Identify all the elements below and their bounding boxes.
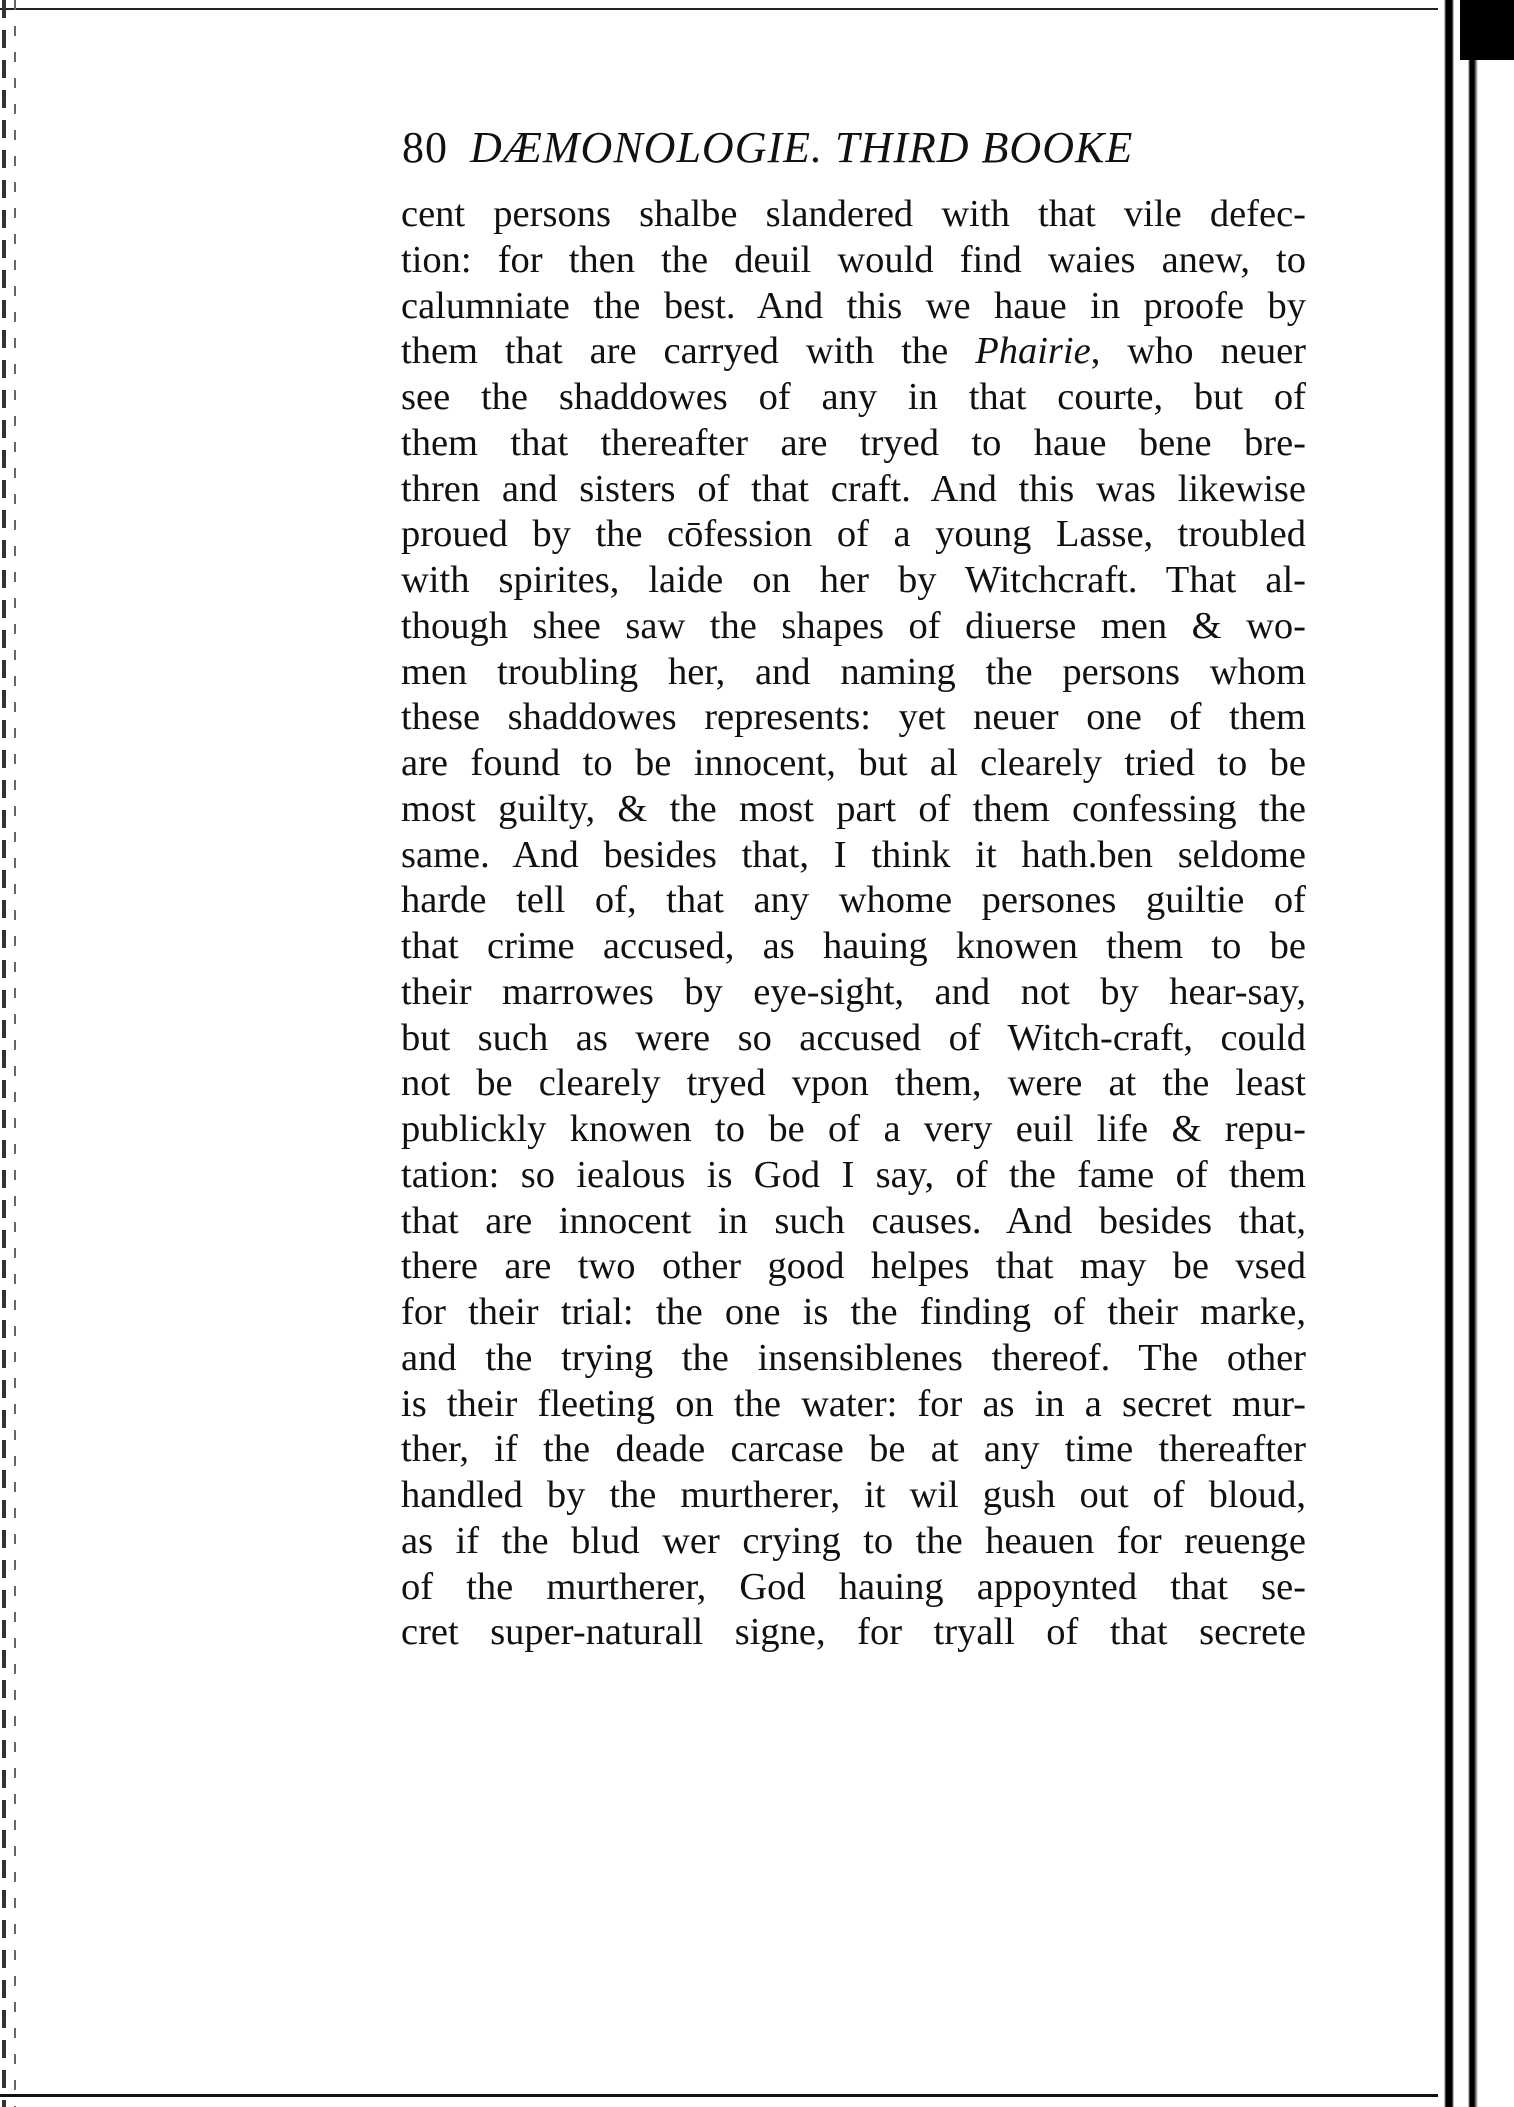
text-line: with spirites, laide on her by Witchcraft. That al- [401, 559, 1306, 601]
scan-left-edge-inner [14, 0, 16, 2107]
scan-left-edge [2, 0, 6, 2107]
text-line: men troubling her, and naming the persons whom [401, 650, 1306, 693]
text-line: same. And besides that, I think it hath.ben seldome [401, 833, 1306, 876]
text-line: proued by the cōfession of a young Lasse, troubled [401, 513, 1306, 556]
body-text [401, 192, 1306, 1656]
text-line: of the murtherer, God hauing appoynted that se- [401, 1565, 1306, 1608]
text-line: is their fleeting on the water: for as in a secret mur- [401, 1382, 1306, 1425]
text-line: that are innocent in such causes. And besides that, [401, 1199, 1306, 1242]
running-header [402, 122, 1302, 182]
text-line: ther, if the deade carcase be at any time thereafter [401, 1428, 1306, 1471]
text-line: for their trial: the one is the finding of their marke, [401, 1291, 1306, 1333]
text-line: publicklу knowen to be of a very euil life & repu- [401, 1108, 1306, 1150]
text-line: them that are carryed with the Phairie, who neuer [401, 330, 1306, 373]
text-line: harde tell of, that any whome persones guiltie of [401, 879, 1306, 922]
text-line: cent persons shalbe slandered with that vile defec- [401, 193, 1306, 235]
text-line: but such as were so accused of Witch-craft, could [401, 1016, 1306, 1059]
scan-bottom-edge [0, 2094, 1470, 2097]
text-line: them that thereafter are tryed to haue bene bre- [401, 421, 1306, 464]
page-number: 80 [402, 123, 448, 172]
text-line: though shee saw the shapes of diuerse men & wo- [401, 604, 1306, 647]
scan-top-edge [0, 8, 1450, 10]
text-line: not be clearely tryed vpon them, were at the least [401, 1062, 1306, 1105]
text-line: and the trying the insensiblenes thereof. The other [401, 1336, 1306, 1379]
text-line: are found to be innocent, but al clearely tried to be [401, 742, 1306, 784]
text-line: handled by the murtherer, it wil gush out of bloud, [401, 1474, 1306, 1516]
text-line: there are two other good helpes that may be vsed [401, 1245, 1306, 1288]
text-line: see the shaddowes of any in that courte, but of [401, 376, 1306, 418]
text-line: tion: for then the deuil would find waies anew, to [401, 238, 1306, 281]
text-line: most guilty, & the most part of them confessing the [401, 787, 1306, 830]
italic-word: Phairie [975, 330, 1091, 373]
text-line: cret super-naturall signe, for tryall of that secrete [401, 1611, 1306, 1654]
text-line: their marrowes by eye-sight, and not by hear-say, [401, 970, 1306, 1013]
text-line: tation: so iealous is God I say, of the fame of them [401, 1153, 1306, 1196]
scan-right-binding-edge [1438, 0, 1514, 2107]
running-title: DÆMONOLOGIE. THIRD BOOKE [470, 123, 1134, 172]
text-line: as if the blud wer crying to the heauen for reuenge [401, 1519, 1306, 1562]
scan-right-corner-shadow [1460, 0, 1514, 60]
text-line: that crime accused, as hauing knowen them to be [401, 925, 1306, 967]
text-line: calumniate the best. And this we haue in proofe by [401, 284, 1306, 327]
text-line: thren and sisters of that craft. And this was likewise [401, 467, 1306, 510]
text-line: these shaddowes represents: yet neuer one of them [401, 696, 1306, 739]
